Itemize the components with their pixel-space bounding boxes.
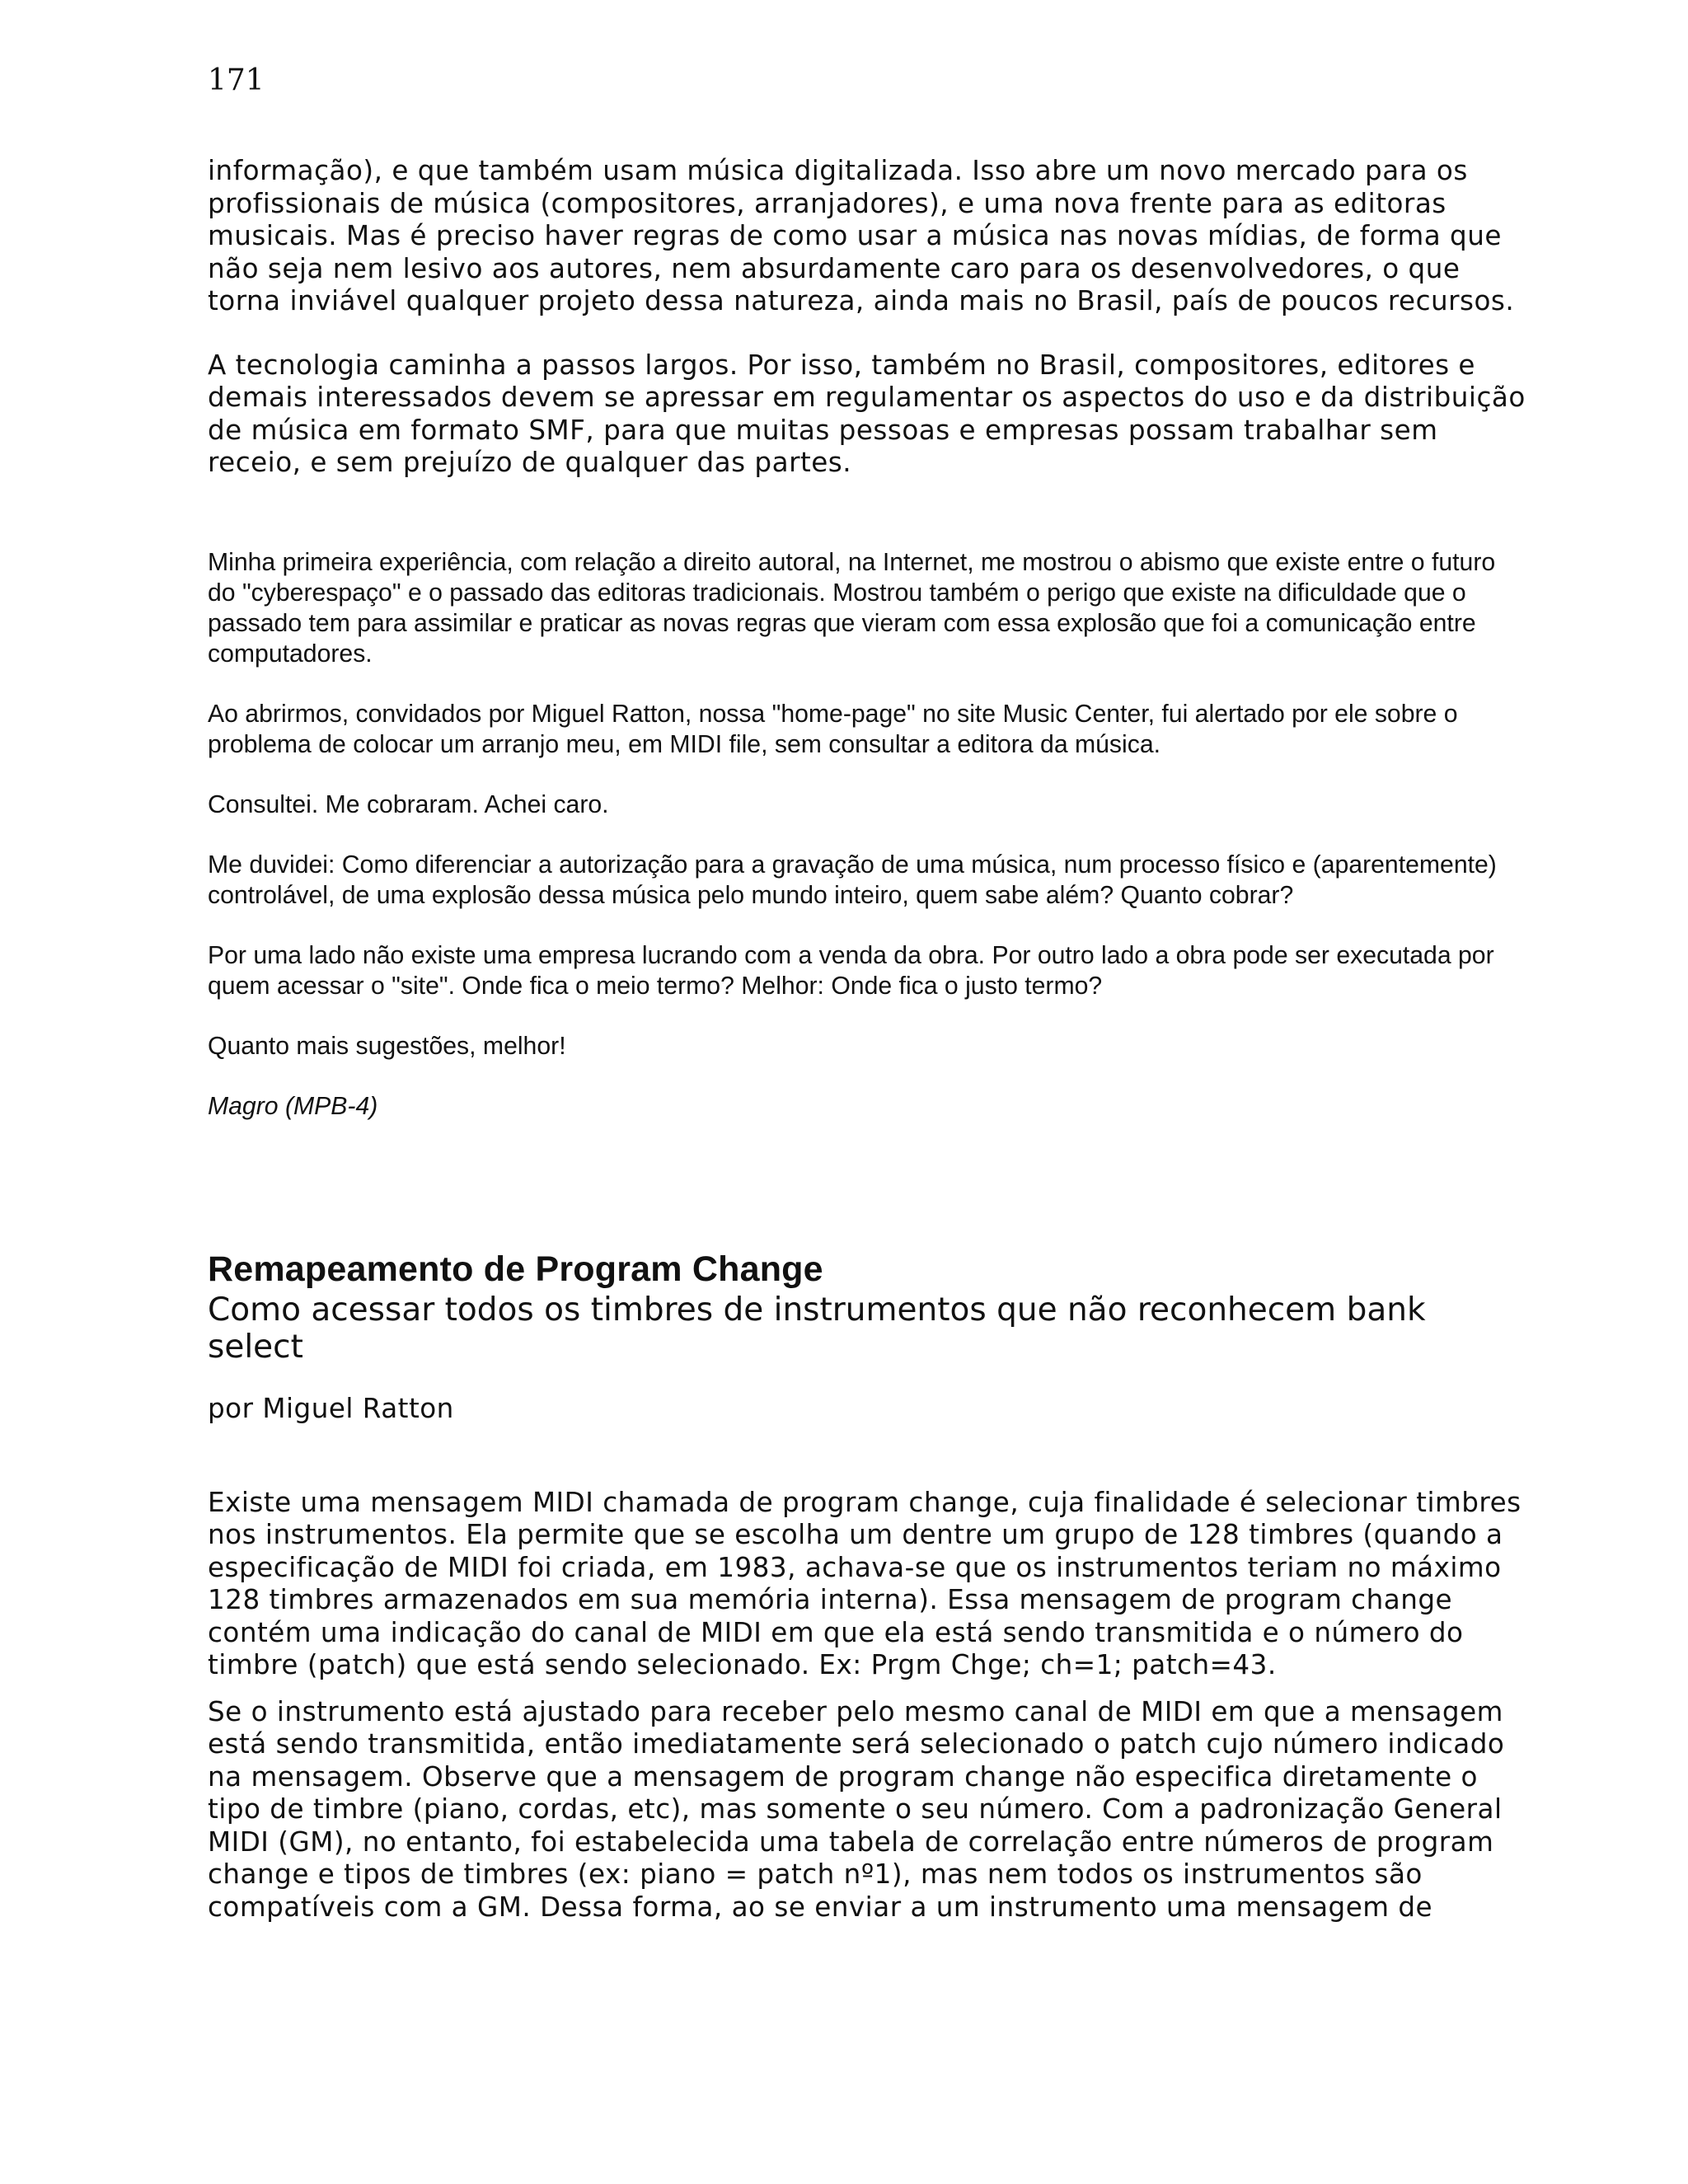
page-number: 171: [208, 63, 265, 97]
letter-signature: Magro (MPB-4): [208, 1092, 378, 1120]
article-paragraph: Existe uma mensagem MIDI chamada de program change, cuja finalidade é selecionar timbres nos instrumentos. Ela permite que se escolha um dentre um grupo de 128 timbres (quando a especificação de MIDI foi criada, em 1983, achava-se que os instrumentos teriam no máximo 128 timbres armazenados em sua memória interna). Essa mensagem de program change contém uma indicação do canal de MIDI em que ela está sendo transmitida e o número do timbre (patch) que está sendo selecionado. Ex: Prgm Chge; ch=1; patch=43.: [208, 1486, 1522, 1680]
letter-paragraph: Consultei. Me cobraram. Achei caro.: [208, 790, 609, 818]
letter-paragraph: Por uma lado não existe uma empresa lucrando com a venda da obra. Por outro lado a obra pode ser executada por quem acessar o "site". Onde fica o meio termo? Melhor: Onde fica o justo termo?: [208, 941, 1494, 1000]
letter-paragraph: Quanto mais sugestões, melhor!: [208, 1032, 566, 1060]
intro-paragraph: A tecnologia caminha a passos largos. Por isso, também no Brasil, compositores, editores e demais interessados devem se apressar em regulamentar os aspectos do uso e da distribuição de música em formato SMF, para que muitas pessoas e empresas possam trabalhar sem receio, e sem prejuízo de qualquer das partes.: [208, 349, 1526, 478]
intro-section: [208, 155, 1526, 480]
page-content: [208, 155, 1526, 1924]
article-author: por Miguel Ratton: [208, 1392, 454, 1424]
article-section: [208, 1249, 1526, 1924]
article-title: Remapeamento de Program Change: [208, 1249, 823, 1289]
letter-paragraph: Ao abrirmos, convidados por Miguel Ratton, nossa "home-page" no site Music Center, fui alertado por ele sobre o problema de colocar um arranjo meu, em MIDI file, sem consultar a editora da música.: [208, 700, 1458, 758]
letter-paragraph: Me duvidei: Como diferenciar a autorização para a gravação de uma música, num processo físico e (aparentemente) controlável, de uma explosão dessa música pelo mundo inteiro, quem sabe além? Quanto cobrar?: [208, 851, 1497, 909]
letter-section: [208, 547, 1526, 1122]
intro-paragraph: informação), e que também usam música digitalizada. Isso abre um novo mercado para os profissionais de música (compositores, arranjadores), e uma nova frente para as editoras musicais. Mas é preciso haver regras de como usar a música nas novas mídias, de forma que não seja nem lesivo aos autores, nem absurdamente caro para os desenvolvedores, o que torna inviável qualquer projeto dessa natureza, ainda mais no Brasil, país de poucos recursos.: [208, 155, 1515, 316]
letter-paragraph: Minha primeira experiência, com relação a direito autoral, na Internet, me mostrou o abismo que existe entre o futuro do "cyberespaço" e o passado das editoras tradicionais. Mostrou também o perigo que existe na dificuldade que o passado tem para assimilar e praticar as novas regras que vieram com essa explosão que foi a comunicação entre computadores.: [208, 548, 1496, 668]
article-subtitle: Como acessar todos os timbres de instrumentos que não reconhecem bank select: [208, 1291, 1426, 1366]
article-paragraph: Se o instrumento está ajustado para receber pelo mesmo canal de MIDI em que a mensagem está sendo transmitida, então imediatamente será selecionado o patch cujo número indicado na mensagem. Observe que a mensagem de program change não especifica diretamente o tipo de timbre (piano, cordas, etc), mas somente o seu número. Com a padronização General MIDI (GM), no entanto, foi estabelecida uma tabela de correlação entre números de program change e tipos de timbres (ex: piano = patch nº1), mas nem todos os instrumentos são compatíveis com a GM. Dessa forma, ao se enviar a um instrumento uma mensagem de: [208, 1695, 1505, 1923]
